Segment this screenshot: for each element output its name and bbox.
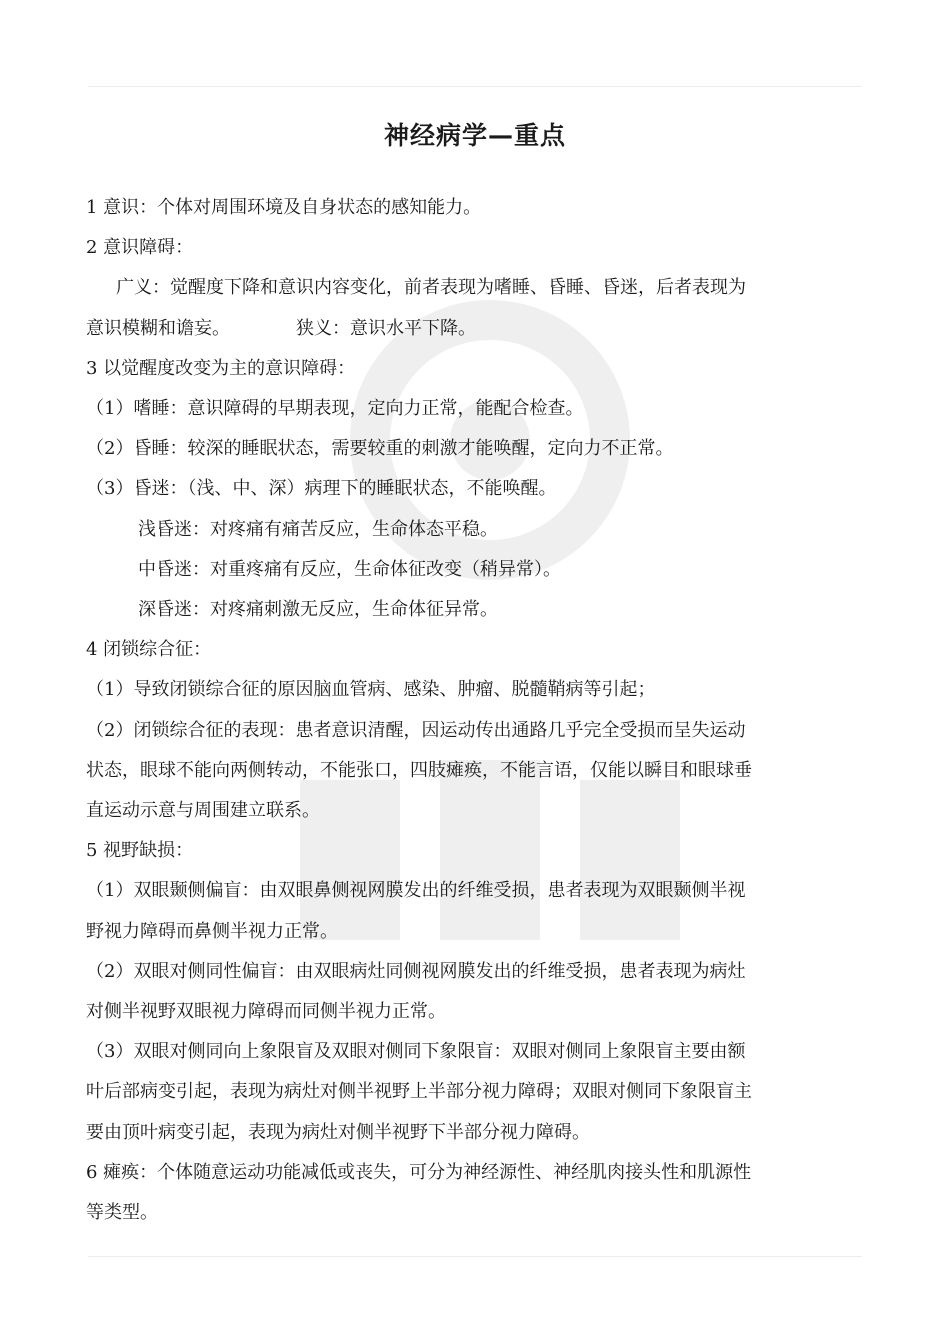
text-line: （3）昏迷：（浅、中、深）病理下的睡眠状态，不能唤醒。 (86, 478, 557, 500)
section-heading: 3 以觉醒度改变为主的意识障碍： (86, 357, 356, 379)
text-line: （2）闭锁综合征的表现：患者意识清醒，因运动传出通路几乎完全受损而呈失运动 (86, 719, 746, 741)
document-body (86, 188, 866, 1233)
text-line: 1 意识：个体对周围环境及自身状态的感知能力。 (86, 197, 482, 218)
text-line: 要由顶叶病变引起，表现为病灶对侧半视野下半部分视力障碍。 (86, 1121, 590, 1143)
text-line: 等类型。 (86, 1202, 158, 1224)
header-rule (88, 86, 862, 87)
footer-rule (88, 1256, 862, 1257)
text-line: （1）导致闭锁综合征的原因脑血管病、感染、肿瘤、脱髓鞘病等引起； (86, 679, 656, 701)
text-line: （1）双眼颞侧偏盲：由双眼鼻侧视网膜发出的纤维受损，患者表现为双眼颞侧半视 (86, 880, 746, 902)
text-line (86, 309, 866, 349)
text-line: （2）双眼对侧同性偏盲：由双眼病灶同侧视网膜发出的纤维受损，患者表现为病灶 (86, 960, 746, 982)
text-line: （1）嗜睡：意识障碍的早期表现，定向力正常，能配合检查。 (86, 398, 584, 420)
section-heading: 4 闭锁综合征： (86, 639, 212, 661)
text-line: 深昏迷：对疼痛刺激无反应，生命体征异常。 (138, 599, 498, 621)
text-line: 浅昏迷：对疼痛有痛苦反应，生命体态平稳。 (138, 518, 498, 540)
text-line: 中昏迷：对重疼痛有反应，生命体征改变（稍异常）。 (138, 558, 561, 580)
text-line: 广义：觉醒度下降和意识内容变化，前者表现为嗜睡、昏睡、昏迷，后者表现为 (116, 277, 746, 299)
text-line: 状态，眼球不能向两侧转动，不能张口，四肢瘫痪，不能言语，仅能以瞬目和眼球垂 (86, 759, 752, 781)
text-line: 6 瘫痪：个体随意运动功能减低或丧失，可分为神经源性、神经肌肉接头性和肌源性 (86, 1161, 752, 1183)
section-heading: 2 意识障碍： (86, 237, 194, 259)
text-span: 意识模糊和谵妄。 (86, 317, 230, 339)
text-line: 野视力障碍而鼻侧半视力正常。 (86, 920, 338, 942)
section-heading: 5 视野缺损： (86, 840, 194, 862)
text-line: （3）双眼对侧同向上象限盲及双眼对侧同下象限盲：双眼对侧同上象限盲主要由额 (86, 1041, 746, 1063)
text-line: 叶后部病变引起，表现为病灶对侧半视野上半部分视力障碍；双眼对侧同下象限盲主 (86, 1081, 752, 1103)
text-span: 狭义：意识水平下降。 (296, 317, 476, 339)
text-line: （2）昏睡：较深的睡眠状态，需要较重的刺激才能唤醒，定向力不正常。 (86, 438, 674, 460)
text-line: 直运动示意与周围建立联系。 (86, 800, 320, 822)
text-line: 对侧半视野双眼视力障碍而同侧半视力正常。 (86, 1001, 446, 1023)
page-title: 神经病学—重点 (383, 121, 566, 150)
